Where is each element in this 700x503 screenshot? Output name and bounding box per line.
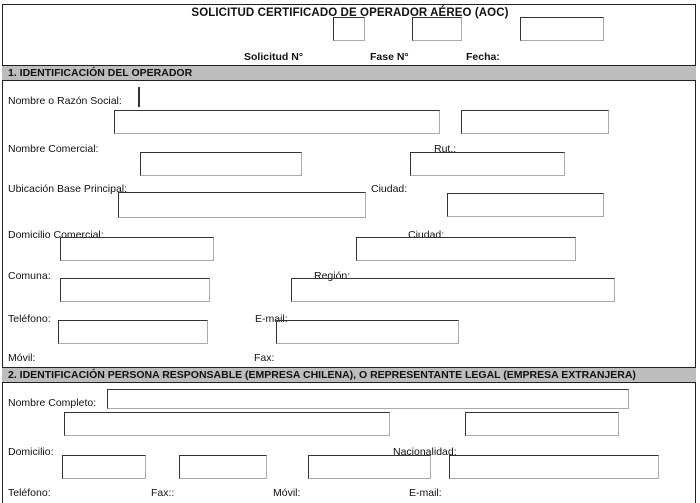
email-field[interactable] (276, 320, 459, 344)
region-field[interactable] (291, 278, 615, 302)
fax-2-label: Fax:: (151, 487, 175, 499)
section-2-header: 2. IDENTIFICACIÓN PERSONA RESPONSABLE (EMPRESA CHILENA), O REPRESENTANTE LEGAL (EMPRESA EXTRANJERA) (2, 367, 696, 383)
ubicacion-base-field[interactable] (118, 192, 366, 218)
form-title: SOLICITUD CERTIFICADO DE OPERADOR AÉREO (AOC) (191, 7, 509, 19)
domicilio-field-3[interactable] (308, 455, 431, 479)
ciudad-1-field[interactable] (447, 193, 604, 217)
nacionalidad-field[interactable] (449, 455, 659, 479)
rut-label: Rut.: (434, 143, 457, 155)
nombre-razon-social-label: Nombre o Razón Social: (8, 95, 122, 107)
section-1-header: 1. IDENTIFICACIÓN DEL OPERADOR (2, 65, 696, 81)
comuna-label: Comuna: (8, 270, 51, 282)
ciudad-2-field[interactable] (356, 237, 576, 261)
domicilio-label: Domicilio: (8, 446, 54, 458)
movil-2-label: Móvil: (273, 487, 301, 499)
fecha-label: Fecha: (466, 51, 500, 63)
ciudad-2-label: Ciudad: (408, 229, 445, 241)
nacionalidad-label: Nacionalidad: (393, 446, 457, 458)
email-2-label: E-mail: (409, 487, 442, 499)
nombre-completo-label: Nombre Completo: (8, 397, 97, 409)
email-label: E-mail: (255, 313, 288, 325)
telefono-2-label: Teléfono: (8, 487, 51, 499)
solicitud-label: Solicitud N° (244, 51, 304, 63)
field-divider (138, 87, 140, 107)
nombre-completo-field-3[interactable] (465, 412, 619, 436)
region-label: Región: (314, 270, 351, 282)
rut-field[interactable] (410, 152, 565, 176)
ciudad-1-label: Ciudad: (371, 183, 408, 195)
fax-label: Fax: (254, 352, 275, 364)
domicilio-field-2[interactable] (179, 455, 267, 479)
fecha-field[interactable] (520, 17, 604, 41)
telefono-field[interactable] (58, 320, 208, 344)
nombre-razon-social-field[interactable] (114, 110, 440, 134)
nombre-comercial-field[interactable] (140, 152, 302, 176)
comuna-field[interactable] (60, 278, 210, 302)
nombre-completo-field-2[interactable] (64, 412, 390, 436)
movil-label: Móvil: (8, 352, 36, 364)
solicitud-number-field[interactable] (333, 17, 365, 41)
domicilio-comercial-field[interactable] (60, 237, 214, 261)
domicilio-comercial-label: Domicilio Comercial: (8, 229, 104, 241)
nombre-completo-field[interactable] (107, 389, 629, 409)
domicilio-field-1[interactable] (62, 455, 146, 479)
fase-label: Fase N° (370, 51, 409, 63)
fase-number-field[interactable] (412, 17, 462, 41)
nombre-comercial-label: Nombre Comercial: (8, 143, 99, 155)
telefono-label: Teléfono: (8, 313, 51, 325)
nombre-razon-social-field-2[interactable] (461, 110, 609, 134)
ubicacion-base-label: Ubicación Base Principal: (8, 183, 128, 195)
